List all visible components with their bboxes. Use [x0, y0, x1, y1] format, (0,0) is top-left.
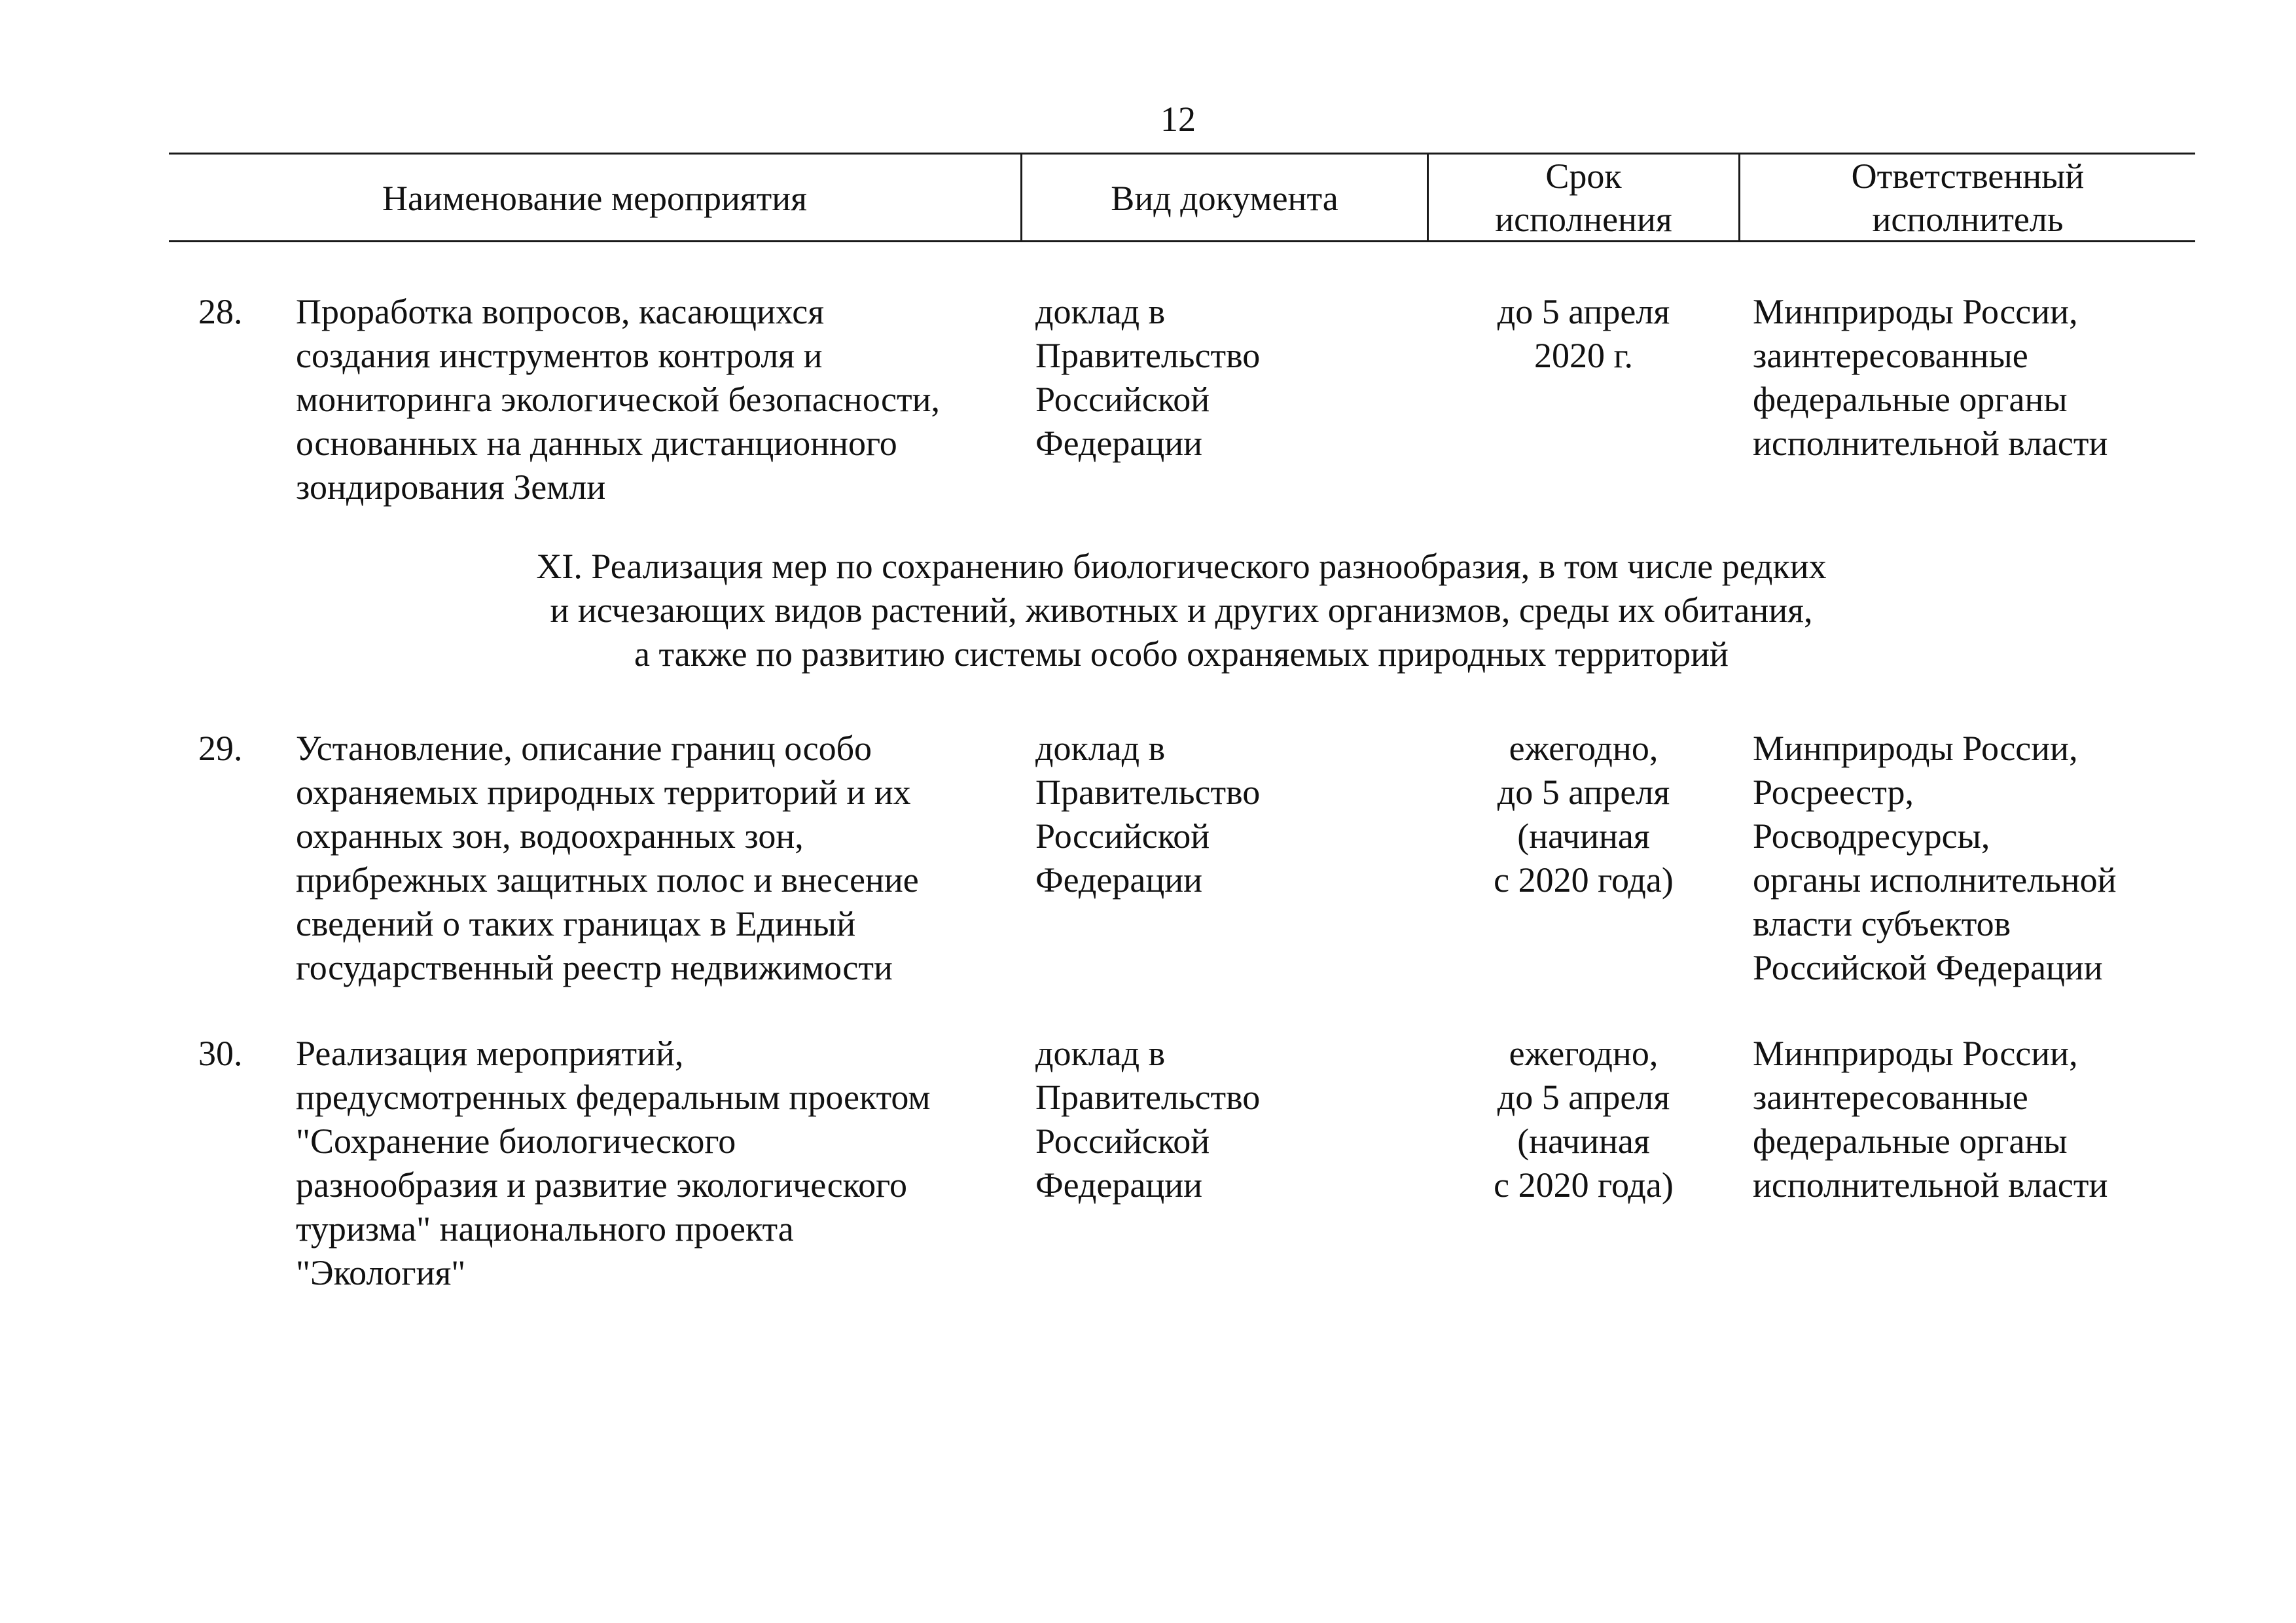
row-number: 30. — [198, 1034, 243, 1073]
row-responsible: Минприроды России, заинтересованные федеральные органы исполнительной власти — [1753, 1034, 2108, 1205]
row-deadline: ежегодно, до 5 апреля (начиная с 2020 года) — [1494, 1034, 1674, 1205]
header-name: Наименование мероприятия — [382, 179, 808, 218]
header-deadline: Срок исполнения — [1495, 156, 1672, 239]
row-responsible: Минприроды России, Росреестр, Росводресурсы, органы исполнительной власти субъектов Российской Федерации — [1753, 729, 2117, 987]
page-number: 12 — [1160, 100, 1196, 139]
header-responsible: Ответственный исполнитель — [1851, 156, 2085, 239]
row-name: Реализация мероприятий, предусмотренных федеральным проектом "Сохранение биологического разнообразия и развитие экологического туризма" национального проекта "Экология" — [296, 1034, 931, 1292]
section-title: XI. Реализация мер по сохранению биологического разнообразия, в том числе редких и исчезающих видов растений, животных и других организмов, среды их обитания, а также по развитию системы особо охраняемых природных территорий — [536, 547, 1827, 674]
header-doc-type: Вид документа — [1111, 179, 1338, 218]
row-number: 29. — [198, 729, 243, 768]
row-doc-type: доклад в Правительство Российской Федерации — [1035, 292, 1261, 463]
row-responsible: Минприроды России, заинтересованные федеральные органы исполнительной власти — [1753, 292, 2108, 463]
row-name: Установление, описание границ особо охраняемых природных территорий и их охранных зон, водоохранных зон, прибрежных защитных полос и внесение сведений о таких границах в Единый государственный реестр недвижимости — [296, 729, 919, 987]
row-name: Проработка вопросов, касающихся создания инструментов контроля и мониторинга экологической безопасности, основанных на данных дистанционного зондирования Земли — [296, 292, 940, 507]
row-number: 28. — [198, 292, 243, 331]
row-doc-type: доклад в Правительство Российской Федерации — [1035, 729, 1261, 900]
row-deadline: до 5 апреля 2020 г. — [1497, 292, 1670, 375]
row-deadline: ежегодно, до 5 апреля (начиная с 2020 года) — [1494, 729, 1674, 900]
row-doc-type: доклад в Правительство Российской Федерации — [1035, 1034, 1261, 1205]
